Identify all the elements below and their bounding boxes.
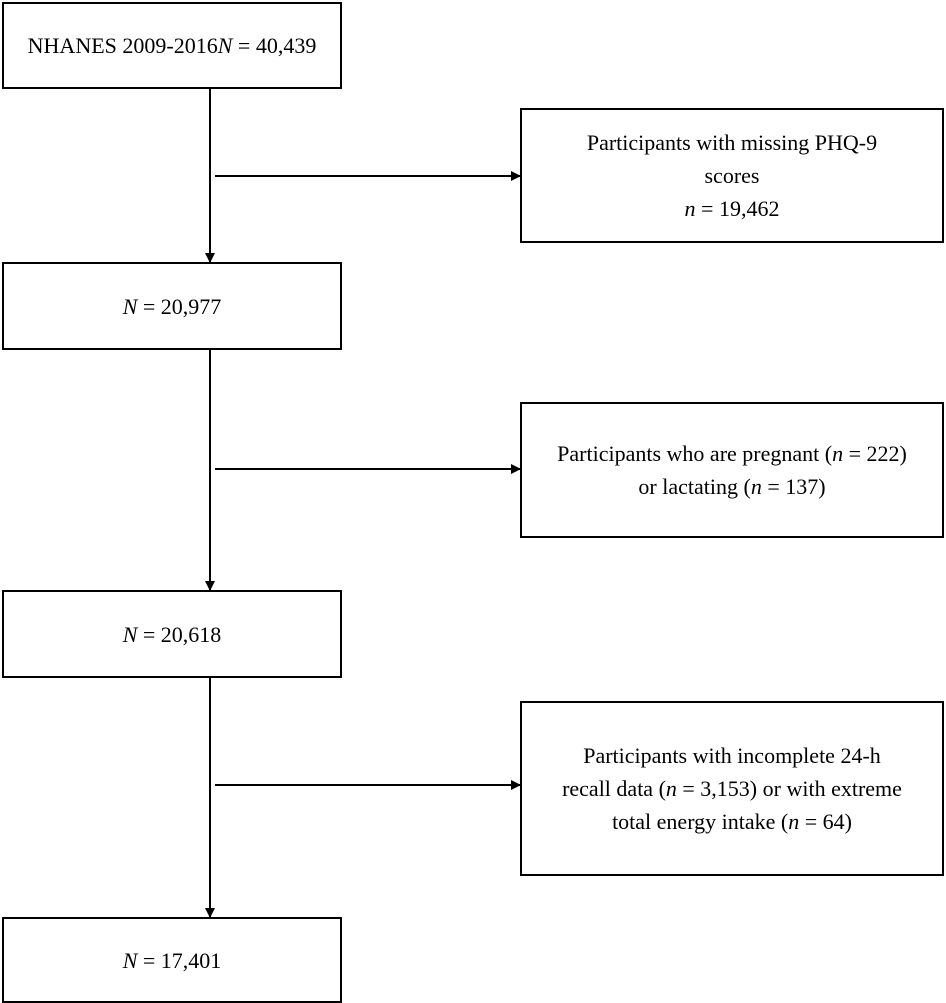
text-run: = 222) bbox=[843, 441, 907, 466]
box-text-line bbox=[562, 772, 902, 805]
text-run: = 137) bbox=[761, 474, 826, 499]
text-run: = 20,618 bbox=[137, 621, 222, 647]
main-box-after-pregnancy bbox=[2, 590, 342, 678]
box-text-line bbox=[562, 739, 902, 772]
text-run: Participants with missing PHQ-9 bbox=[586, 130, 878, 155]
main-box-final-sample bbox=[2, 917, 342, 1003]
box-text-line bbox=[123, 290, 222, 323]
exclusion-box-recall-energy bbox=[520, 701, 944, 876]
italic-symbol: n bbox=[665, 776, 677, 801]
exclusion-box-pregnant-lactating bbox=[520, 402, 944, 538]
text-run: = 19,462 bbox=[695, 196, 780, 221]
text-run: recall data ( bbox=[562, 776, 666, 801]
italic-symbol: N bbox=[122, 621, 138, 647]
box-text-line bbox=[587, 192, 877, 225]
text-run: = 17,401 bbox=[137, 947, 222, 973]
box-text-line bbox=[123, 618, 222, 651]
italic-symbol: n bbox=[832, 441, 844, 466]
text-run: = 3,153) or with extreme bbox=[676, 776, 902, 801]
box-text-line bbox=[557, 437, 907, 470]
italic-symbol: n bbox=[684, 196, 696, 221]
text-run: total energy intake ( bbox=[612, 809, 789, 834]
italic-symbol: N bbox=[217, 33, 233, 58]
text-run: Participants who are pregnant ( bbox=[557, 441, 833, 466]
text-run: NHANES 2009-2016 bbox=[27, 33, 218, 58]
box-text-line bbox=[587, 159, 877, 192]
italic-symbol: n bbox=[750, 474, 762, 499]
italic-symbol: N bbox=[122, 293, 138, 319]
text-run: = 40,439 bbox=[232, 33, 317, 58]
main-box-after-phq9 bbox=[2, 262, 342, 350]
text-run: Participants with incomplete 24-h bbox=[583, 743, 881, 768]
box-text-line bbox=[587, 126, 877, 159]
box-text-line bbox=[562, 805, 902, 838]
text-run: = 64) bbox=[799, 809, 852, 834]
text-run: scores bbox=[704, 163, 760, 188]
text-run: or lactating ( bbox=[638, 474, 751, 499]
box-text-line bbox=[28, 29, 317, 62]
italic-symbol: n bbox=[788, 809, 800, 834]
box-text-line bbox=[123, 944, 222, 977]
main-box-total-sample bbox=[2, 2, 342, 89]
box-text-line bbox=[557, 470, 907, 503]
text-run: = 20,977 bbox=[137, 293, 222, 319]
exclusion-box-missing-phq9 bbox=[520, 108, 944, 243]
italic-symbol: N bbox=[122, 947, 138, 973]
